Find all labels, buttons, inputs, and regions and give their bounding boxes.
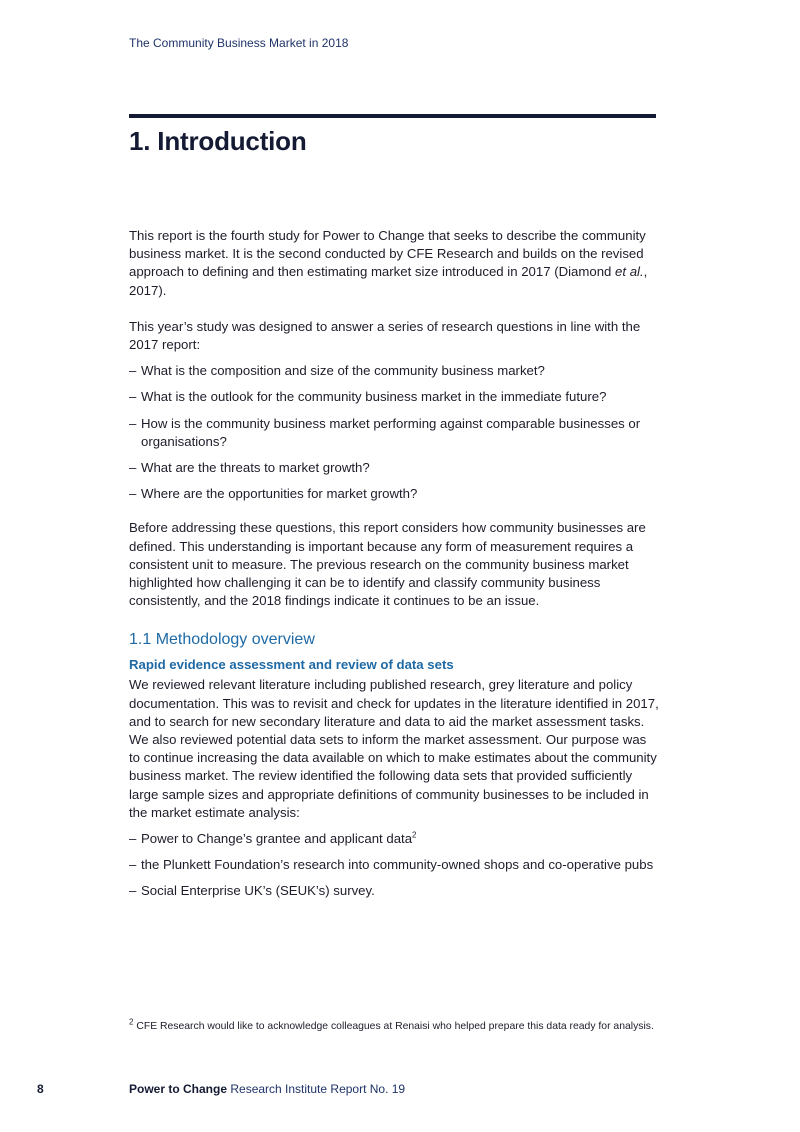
- dash-marker: –: [129, 363, 137, 379]
- page-number: 8: [37, 1082, 44, 1096]
- list-item: [129, 459, 659, 477]
- footer-report: Research Institute Report No. 19: [227, 1082, 406, 1096]
- dash-marker: –: [129, 389, 137, 405]
- list-item-text: What are the threats to market growth?: [141, 460, 370, 476]
- list-item: [129, 485, 659, 503]
- intro-paragraph-3: Before addressing these questions, this report considers how community businesses are defined. This understanding is important because any form of measurement requires a consistent unit to measure. The previous research on the community business market highlighted how challenging it can be to identify and classify community business consistently, and the 2018 findings indicate it continues to be an issue.: [129, 520, 646, 609]
- sub-heading: Rapid evidence assessment and review of data sets: [129, 657, 454, 673]
- dash-marker: –: [129, 460, 137, 476]
- list-item: [129, 882, 659, 900]
- list-item-text: What is the outlook for the community business market in the immediate future?: [141, 389, 607, 405]
- footer-brand: Power to Change: [129, 1082, 228, 1096]
- intro-p1-italic: et al.: [615, 264, 644, 280]
- section-heading: 1.1 Methodology overview: [129, 631, 315, 649]
- list-item-text: Where are the opportunities for market growth?: [141, 486, 418, 502]
- intro-paragraph-1: [129, 227, 659, 300]
- list-item: [129, 856, 659, 874]
- research-questions-list: [129, 362, 659, 503]
- list-item: [129, 388, 659, 406]
- dash-marker: –: [129, 857, 137, 873]
- list-item-text: the Plunkett Foundation’s research into community-owned shops and co-operative pubs: [141, 857, 654, 873]
- methodology-paragraph: We reviewed relevant literature including published research, grey literature and policy documentation. This was to revisit and check for updates in the literature identified in 2017, and to search for new secondary literature and data to aid the market assessment tasks. We also reviewed potential data sets to inform the market assessment. Our purpose was to continue increasing the data available on which to make estimates about the community business market. The review identified the following data sets that provided sufficiently large sample sizes and appropriate definitions of community businesses to be included in the market estimate analysis:: [129, 677, 659, 820]
- footnote-marker: 2: [129, 1017, 134, 1027]
- list-item-text: Power to Change’s grantee and applicant data: [141, 831, 413, 847]
- list-item-text: Social Enterprise UK’s (SEUK’s) survey.: [141, 883, 375, 899]
- list-item: [129, 362, 659, 380]
- list-item: [129, 830, 659, 848]
- footnote-text: CFE Research would like to acknowledge colleagues at Renaisi who helped prepare this data ready for analysis.: [133, 1021, 654, 1032]
- datasets-list: [129, 830, 659, 901]
- body-column: [129, 227, 659, 909]
- dash-marker: –: [129, 831, 137, 847]
- footer-text: [129, 1082, 405, 1096]
- dash-marker: –: [129, 415, 137, 431]
- title-rule: [129, 114, 656, 118]
- page-title: 1. Introduction: [129, 126, 307, 156]
- intro-paragraph-2: This year’s study was designed to answer a series of research questions in line with the 2017 report:: [129, 318, 641, 353]
- list-item-text: What is the composition and size of the community business market?: [141, 363, 545, 379]
- footnote: [129, 1017, 655, 1034]
- list-item: [129, 415, 659, 451]
- dash-marker: –: [129, 883, 137, 899]
- list-item-text: How is the community business market performing against comparable businesses or organisations?: [141, 415, 641, 449]
- running-header: The Community Business Market in 2018: [129, 36, 349, 50]
- footnote-ref[interactable]: 2: [412, 830, 417, 840]
- intro-p1-tail: , 2017).: [129, 264, 648, 298]
- intro-p1-text: This report is the fourth study for Power to Change that seeks to describe the community business market. It is the second conducted by CFE Research and builds on the revised approach to defining and then estimating market size introduced in 2017 (Diamond: [129, 228, 646, 280]
- dash-marker: –: [129, 486, 137, 502]
